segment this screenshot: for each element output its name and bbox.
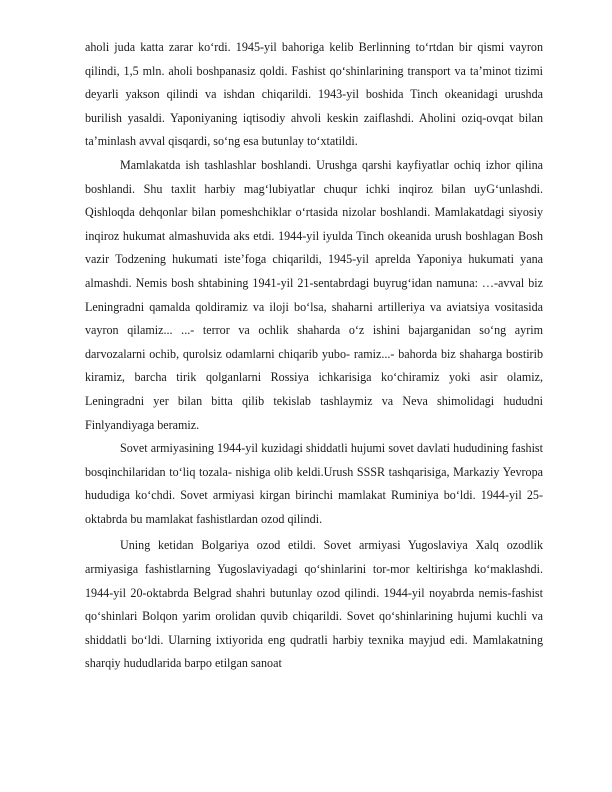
paragraph-3: Sovet armiyasining 1944-yil kuzidagi shiddatli hujumi sovet davlati hududining fashist bosqinchilaridan to‘liq tozala- nishiga olib keldi.Urush SSSR tashqarisiga, Markaziy Yevropa hududiga ko‘chdi. Sovet armiyasi kirgan birinchi mamlakat Ruminiya bo‘ldi. 1944-yil 25-oktabrda bu mamlakat fashistlardan ozod qilindi. xyxy=(85,441,543,526)
paragraph-2: Mamlakatda ish tashlashlar boshlandi. Urushga qarshi kayfiyatlar ochiq izhor qilina boshlandi. Shu taxlit harbiy mag‘lubiyatlar chuqur ichki inqiroz bilan uyG‘unlashdi. Qishloqda dehqonlar bilan pomeshchiklar o‘rtasida nizolar boshlandi. Mamlakatdagi siyosiy inqiroz hukumat almashuvida aks etdi. 1944-yil iyulda Tinch okeanida urush boshlagan Bosh vazir Todzening hukumati iste’foga chiqarildi, 1945-yil aprelda Yaponiya hukumati yana almashdi. Nemis bosh shtabining 1941-yil 21-sentabrdagi buyrug‘idan namuna: …-avval biz Leningradni qamalda qoldiramiz va iloji bo‘lsa, shaharni artilleriya va aviatsiya vositasida vayron qilamiz... ...- terror va ochlik shaharda o‘z ishini bajarganidan so‘ng ayrim darvozalarni ochib, qurolsiz odamlarni chiqarib yubo- ramiz...- bahorda biz shaharga bostirib kiramiz, barcha tirik qolganlarni Rossiya ichkarisiga ko‘chiramiz yoki asir olamiz, Leningradni yer bilan bitta qilib tekislab tashlaymiz va Neva shimolidagi hududni Finlyandiyaga beramiz. xyxy=(85,157,543,432)
document-page xyxy=(85,36,543,676)
paragraph-4: Uning ketidan Bolgariya ozod etildi. Sovet armiyasi Yugoslaviya Xalq ozodlik armiyasiga fashistlarning Yugoslaviyadagi qo‘shinlarini tor-mor keltirishga ko‘maklashdi. 1944-yil 20-oktabrda Belgrad shahri butunlay ozod qilindi. 1944-yil noyabrda nemis-fashist qo‘shinlari Bolqon yarim orolidan quvib chiqarildi. Sovet qo‘shinlarining hujumi kuchli va shiddatli bo‘ldi. Ularning ixtiyorida eng qudratli harbiy texnika mayjud edi. Mamlakatning sharqiy hududlarida barpo etilgan sanoat xyxy=(85,538,543,671)
paragraph-1: aholi juda katta zarar ko‘rdi. 1945-yil bahoriga kelib Berlinning to‘rtdan bir qismi vayron qilindi, 1,5 mln. aholi boshpanasiz qoldi. Fashist qo‘shinlarining transport va ta’minot tizimi deyarli yakson qilindi va ishdan chiqarildi. 1943-yil boshida Tinch okeanidagi urushda burilish yasaldi. Yaponiyaning iqtisodiy ahvoli keskin zaiflashdi. Aholini oziq-ovqat bilan ta’minlash avval qisqardi, so‘ng esa butunlay to‘xtatildi. xyxy=(85,40,543,149)
